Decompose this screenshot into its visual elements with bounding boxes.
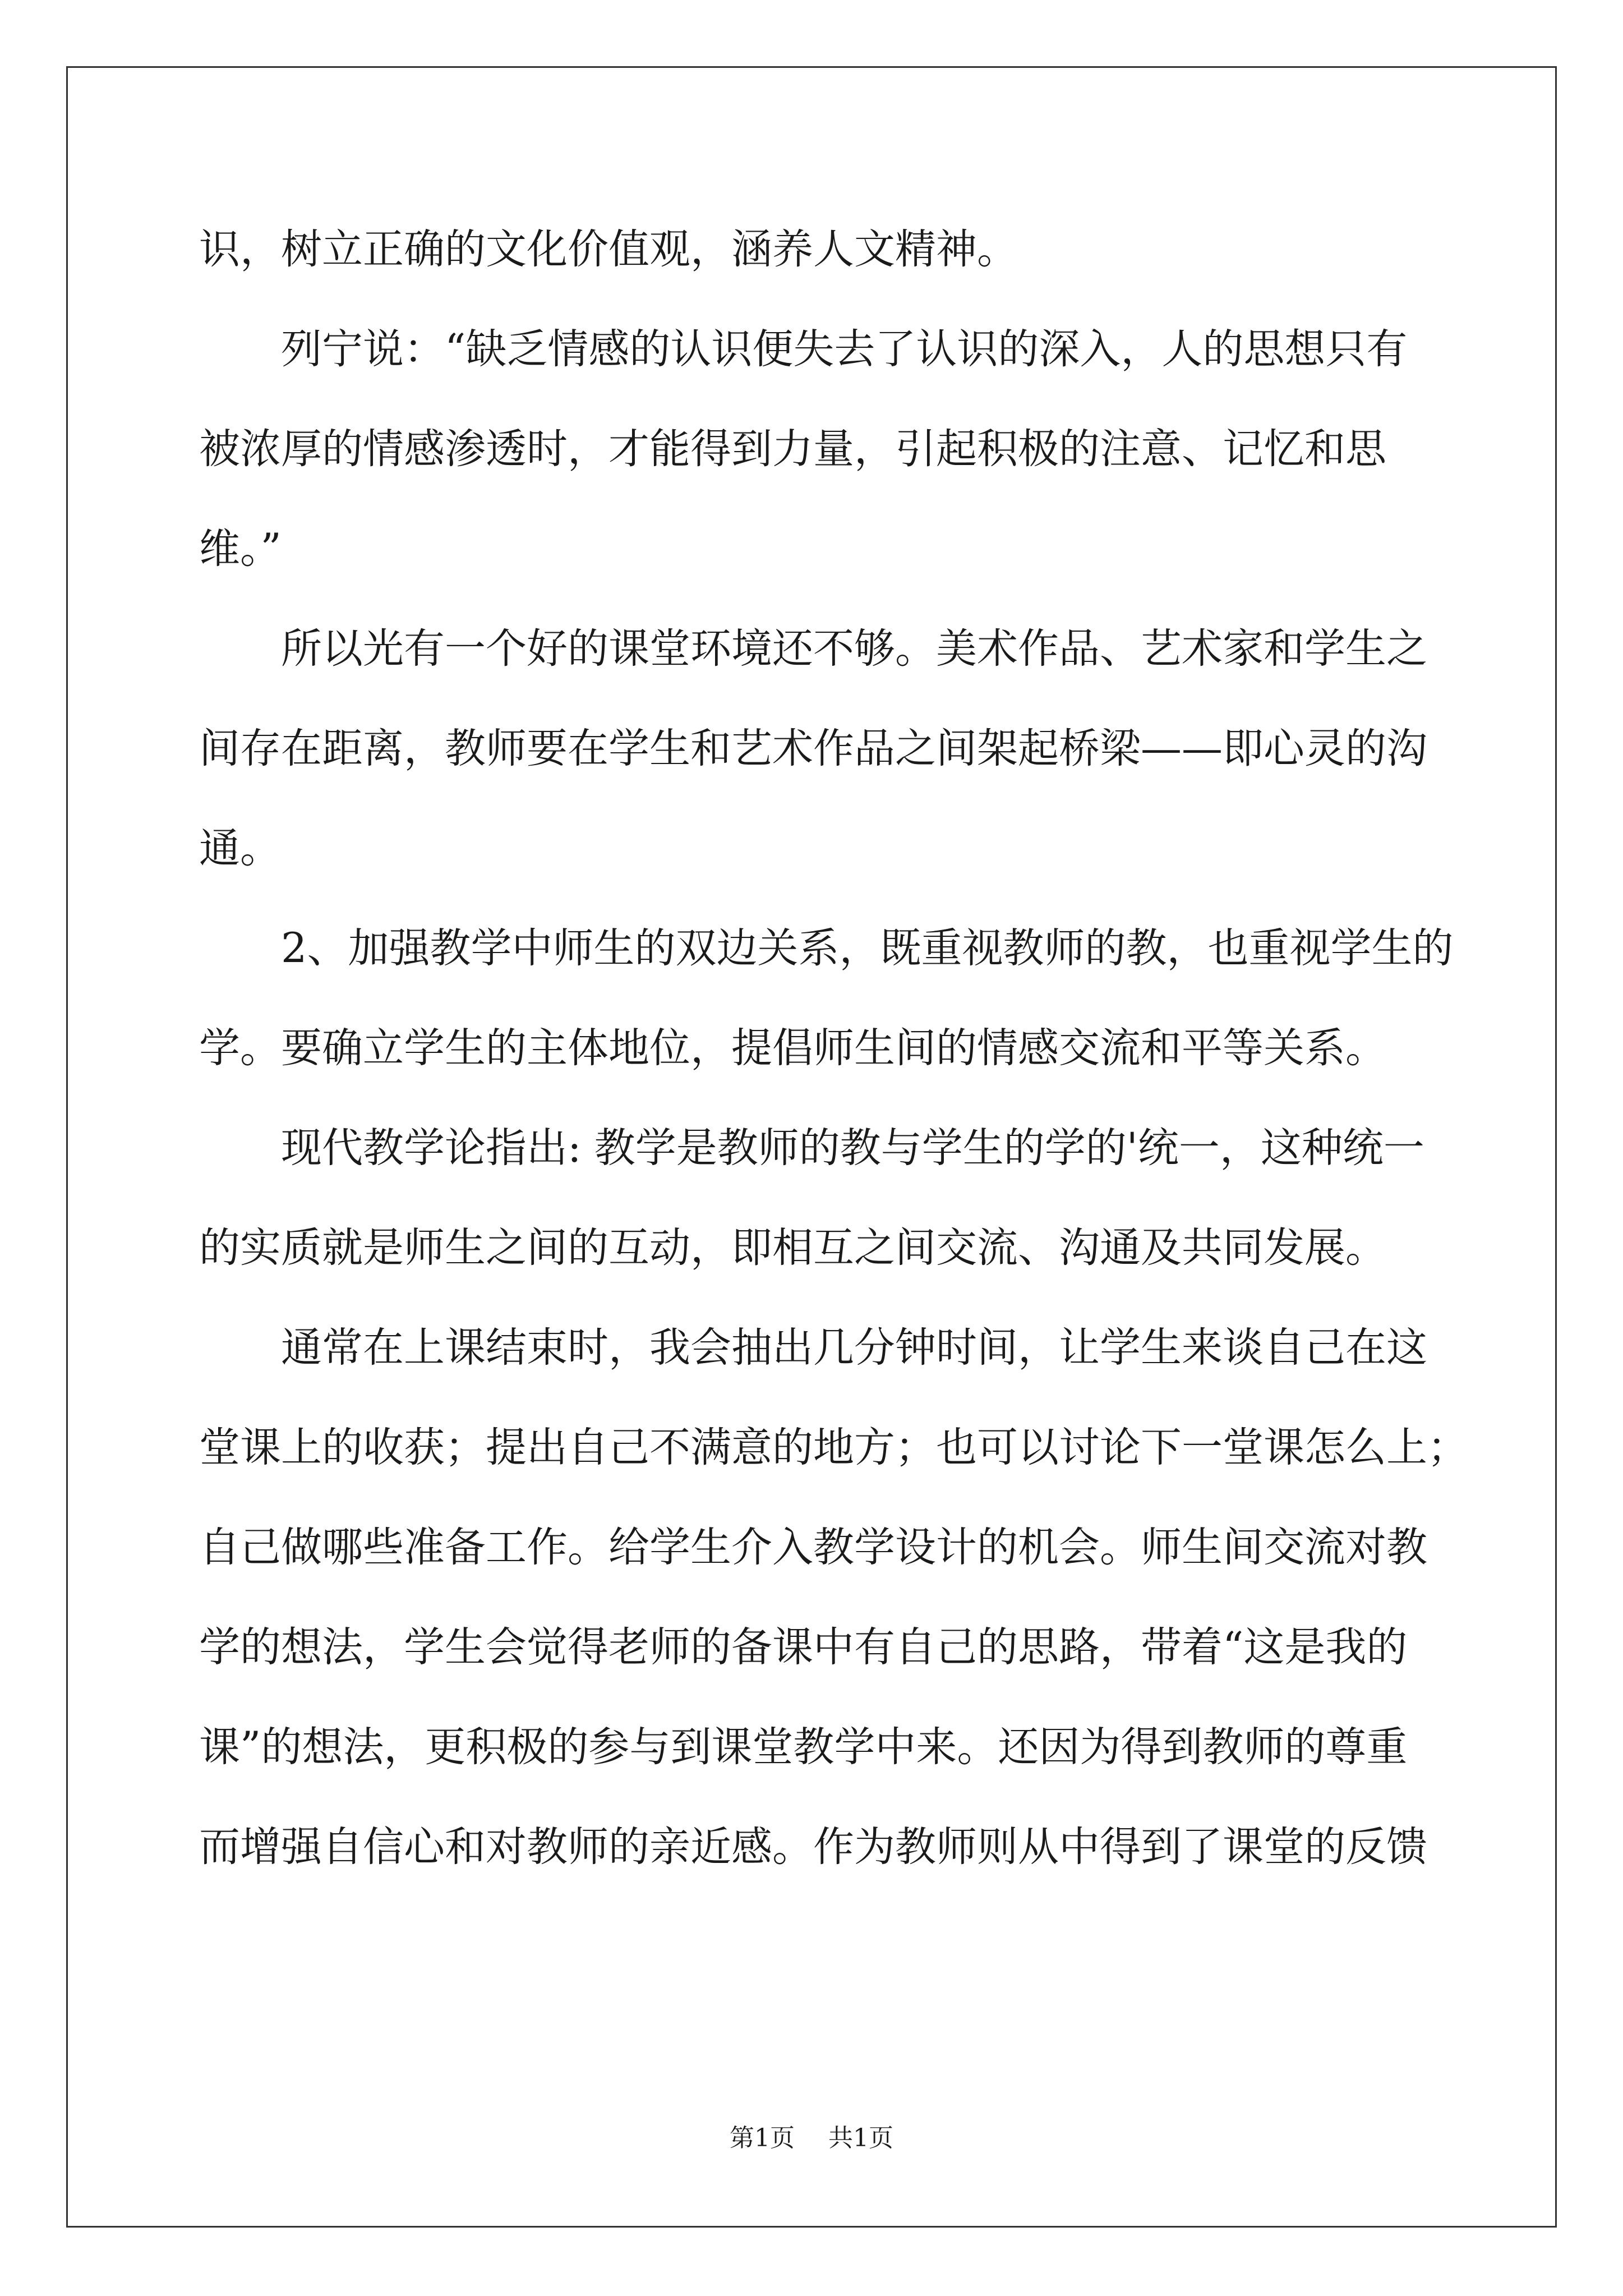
text-line: 通常在上课结束时，我会抽出几分钟时间，让学生来谈自己在这 — [281, 1324, 1427, 1372]
paragraph — [199, 1098, 1438, 1298]
page-total: 共1页 — [828, 2124, 893, 2152]
text-line: 列宁说：“缺乏情感的认识便失去了认识的深入，人的思想只有 — [281, 325, 1408, 373]
text-line: 自己做哪些准备工作。给学生介入教学设计的机会。师生间交流对教 — [199, 1524, 1427, 1571]
text-line: 2、加强教学中师生的双边关系，既重视教师的教，也重视学生的 — [281, 924, 1454, 972]
text-line: 学。要确立学生的主体地位，提倡师生间的情感交流和平等关系。 — [199, 1024, 1386, 1072]
text-line: 的实质就是师生之间的互动，即相互之间交流、沟通及共同发展。 — [199, 1224, 1386, 1272]
paragraph — [199, 300, 1438, 599]
text-line: 所以光有一个好的课堂环境还不够。美术作品、艺术家和学生之 — [281, 625, 1427, 673]
text-line: 学的想法，学生会觉得老师的备课中有自己的思路，带着“这是我的 — [199, 1623, 1408, 1671]
text-line: 识，树立正确的文化价值观，涵养人文精神。 — [199, 226, 1018, 273]
paragraph — [199, 1298, 1468, 1897]
text-line: 现代教学论指出: 教学是教师的教与学生的学的'统一，这种统一 — [281, 1124, 1424, 1172]
text-line: 维。” — [199, 525, 282, 573]
text-line: 课”的想法，更积极的参与到课堂教学中来。还因为得到教师的尊重 — [199, 1723, 1408, 1771]
text-line: 被浓厚的情感渗透时，才能得到力量，引起积极的注意、记忆和思 — [199, 425, 1386, 473]
document-body — [199, 200, 1468, 1897]
page-number: 第1页 — [730, 2124, 795, 2152]
paragraph — [199, 599, 1438, 899]
paragraph — [199, 200, 1438, 300]
page-footer — [0, 2122, 1623, 2155]
text-line: 而增强自信心和对教师的亲近感。作为教师则从中得到了课堂的反馈 — [199, 1823, 1427, 1871]
text-line: 通。 — [199, 825, 281, 872]
text-line: 堂课上的收获；提出自己不满意的地方；也可以讨论下一堂课怎么上； — [199, 1424, 1468, 1471]
text-line: 间存在距离，教师要在学生和艺术作品之间架起桥梁——即心灵的沟 — [199, 725, 1427, 772]
paragraph — [199, 899, 1454, 1098]
